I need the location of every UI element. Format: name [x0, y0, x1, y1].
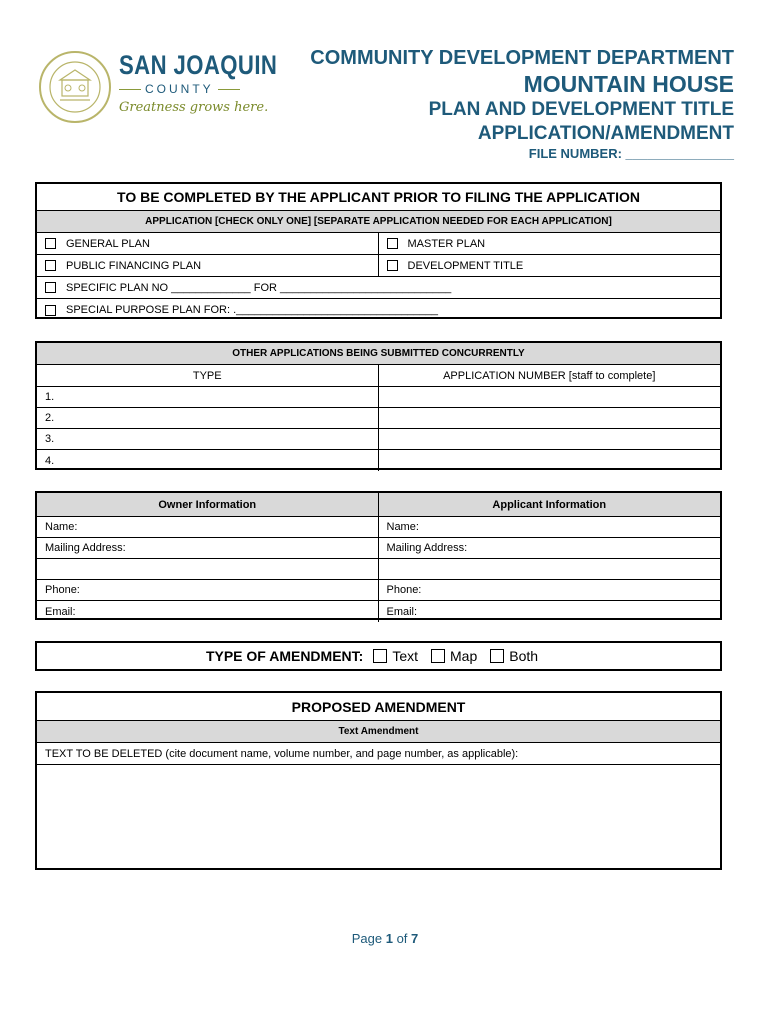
mountain-house-title: MOUNTAIN HOUSE — [523, 71, 734, 97]
table-row — [37, 387, 720, 408]
brand-name: SAN JOAQUIN — [119, 50, 278, 80]
application-number-cell[interactable] — [379, 450, 721, 471]
owner-email-field[interactable]: Email: — [37, 601, 379, 622]
special-purpose-plan-checkbox[interactable] — [45, 305, 56, 316]
general-plan-label: GENERAL PLAN — [66, 237, 150, 250]
page-total: 7 — [411, 931, 419, 946]
option-text[interactable] — [373, 648, 418, 664]
proposed-amendment-section — [35, 691, 722, 870]
application-type-section — [35, 182, 722, 319]
owner-phone-field[interactable]: Phone: — [37, 580, 379, 600]
brand-rule-right — [218, 89, 240, 90]
brand-rule-left — [119, 89, 141, 90]
type-cell[interactable]: 1. — [37, 387, 379, 407]
brand-county-text: COUNTY — [145, 82, 214, 96]
application-number-cell[interactable] — [379, 429, 721, 449]
county-seal-icon — [38, 50, 112, 124]
applicant-phone-field[interactable]: Phone: — [386, 584, 422, 596]
text-to-delete-input[interactable] — [37, 765, 720, 868]
text-label: Text — [392, 648, 418, 664]
option-special-purpose-plan[interactable] — [37, 299, 446, 321]
application-number-column-header: APPLICATION NUMBER [staff to complete] — [443, 369, 656, 382]
applicant-email-field[interactable]: Email: — [386, 605, 418, 618]
development-title-label: DEVELOPMENT TITLE — [407, 259, 524, 272]
page-word: Page — [351, 931, 383, 946]
amendment-type-section — [35, 641, 722, 671]
both-checkbox[interactable] — [490, 649, 504, 663]
page-current: 1 — [385, 931, 393, 946]
option-both[interactable] — [490, 648, 538, 664]
section2-title: OTHER APPLICATIONS BEING SUBMITTED CONCURRENTLY — [37, 343, 720, 365]
page-of: of — [396, 931, 408, 946]
section5-title: PROPOSED AMENDMENT — [37, 693, 720, 721]
text-amendment-subtitle: Text Amendment — [37, 721, 720, 743]
option-map[interactable] — [431, 648, 477, 664]
table-row — [37, 429, 720, 450]
master-plan-checkbox[interactable] — [387, 238, 398, 249]
application-number-cell[interactable] — [379, 408, 721, 428]
page-indicator — [0, 931, 770, 946]
county-brand — [119, 50, 278, 115]
table-row — [37, 408, 720, 429]
application-number-cell[interactable] — [379, 387, 721, 407]
owner-mailing-address-field[interactable]: Mailing Address: — [37, 538, 379, 558]
special-purpose-plan-label: SPECIAL PURPOSE PLAN FOR: ._________________________________ — [66, 304, 439, 316]
applicant-mailing-address-field[interactable]: Mailing Address: — [386, 542, 468, 554]
plan-title: PLAN AND DEVELOPMENT TITLE — [428, 99, 734, 120]
type-cell[interactable]: 3. — [37, 429, 379, 449]
specific-plan-label: SPECIFIC PLAN NO _____________ FOR ____________________________ — [66, 281, 452, 294]
public-financing-plan-label: PUBLIC FINANCING PLAN — [66, 259, 202, 272]
text-to-delete-label: TEXT TO BE DELETED (cite document name, volume number, and page number, as applicable): — [45, 747, 519, 760]
owner-info-header: Owner Information — [37, 493, 379, 516]
applicant-info-header: Applicant Information — [492, 498, 607, 511]
type-cell[interactable]: 2. — [37, 408, 379, 428]
text-checkbox[interactable] — [373, 649, 387, 663]
owner-name-field[interactable]: Name: — [37, 517, 379, 537]
option-general-plan[interactable] — [37, 233, 379, 254]
brand-county — [119, 82, 269, 96]
owner-applicant-section — [35, 491, 722, 620]
file-number-field[interactable]: FILE NUMBER: _______________ — [528, 146, 734, 161]
concurrent-applications-section — [35, 341, 722, 470]
specific-plan-checkbox[interactable] — [45, 282, 56, 293]
section1-subtitle: APPLICATION [CHECK ONLY ONE] [SEPARATE APPLICATION NEEDED FOR EACH APPLICATION] — [37, 211, 720, 233]
department-name: COMMUNITY DEVELOPMENT DEPARTMENT — [310, 47, 734, 69]
table-row — [37, 450, 720, 471]
option-specific-plan[interactable] — [37, 277, 459, 298]
type-column-header: TYPE — [37, 365, 379, 386]
both-label: Both — [509, 648, 539, 664]
general-plan-checkbox[interactable] — [45, 238, 56, 249]
brand-tagline: Greatness grows here. — [119, 100, 269, 115]
master-plan-label: MASTER PLAN — [407, 237, 486, 250]
owner-address-line2-field[interactable] — [37, 559, 379, 579]
applicant-address-line2-field[interactable] — [379, 559, 721, 579]
development-title-checkbox[interactable] — [387, 260, 398, 271]
department-heading — [310, 46, 734, 146]
section1-title: TO BE COMPLETED BY THE APPLICANT PRIOR TO FILING THE APPLICATION — [37, 184, 720, 211]
map-checkbox[interactable] — [431, 649, 445, 663]
type-cell[interactable]: 4. — [37, 450, 379, 471]
option-development-title[interactable] — [379, 255, 721, 276]
application-title: APPLICATION/AMENDMENT — [477, 123, 734, 144]
public-financing-plan-checkbox[interactable] — [45, 260, 56, 271]
option-public-financing-plan[interactable] — [37, 255, 379, 276]
applicant-name-field[interactable]: Name: — [386, 521, 419, 533]
map-label: Map — [450, 648, 478, 664]
amendment-type-label: TYPE OF AMENDMENT: — [205, 648, 364, 664]
option-master-plan[interactable] — [379, 233, 721, 254]
